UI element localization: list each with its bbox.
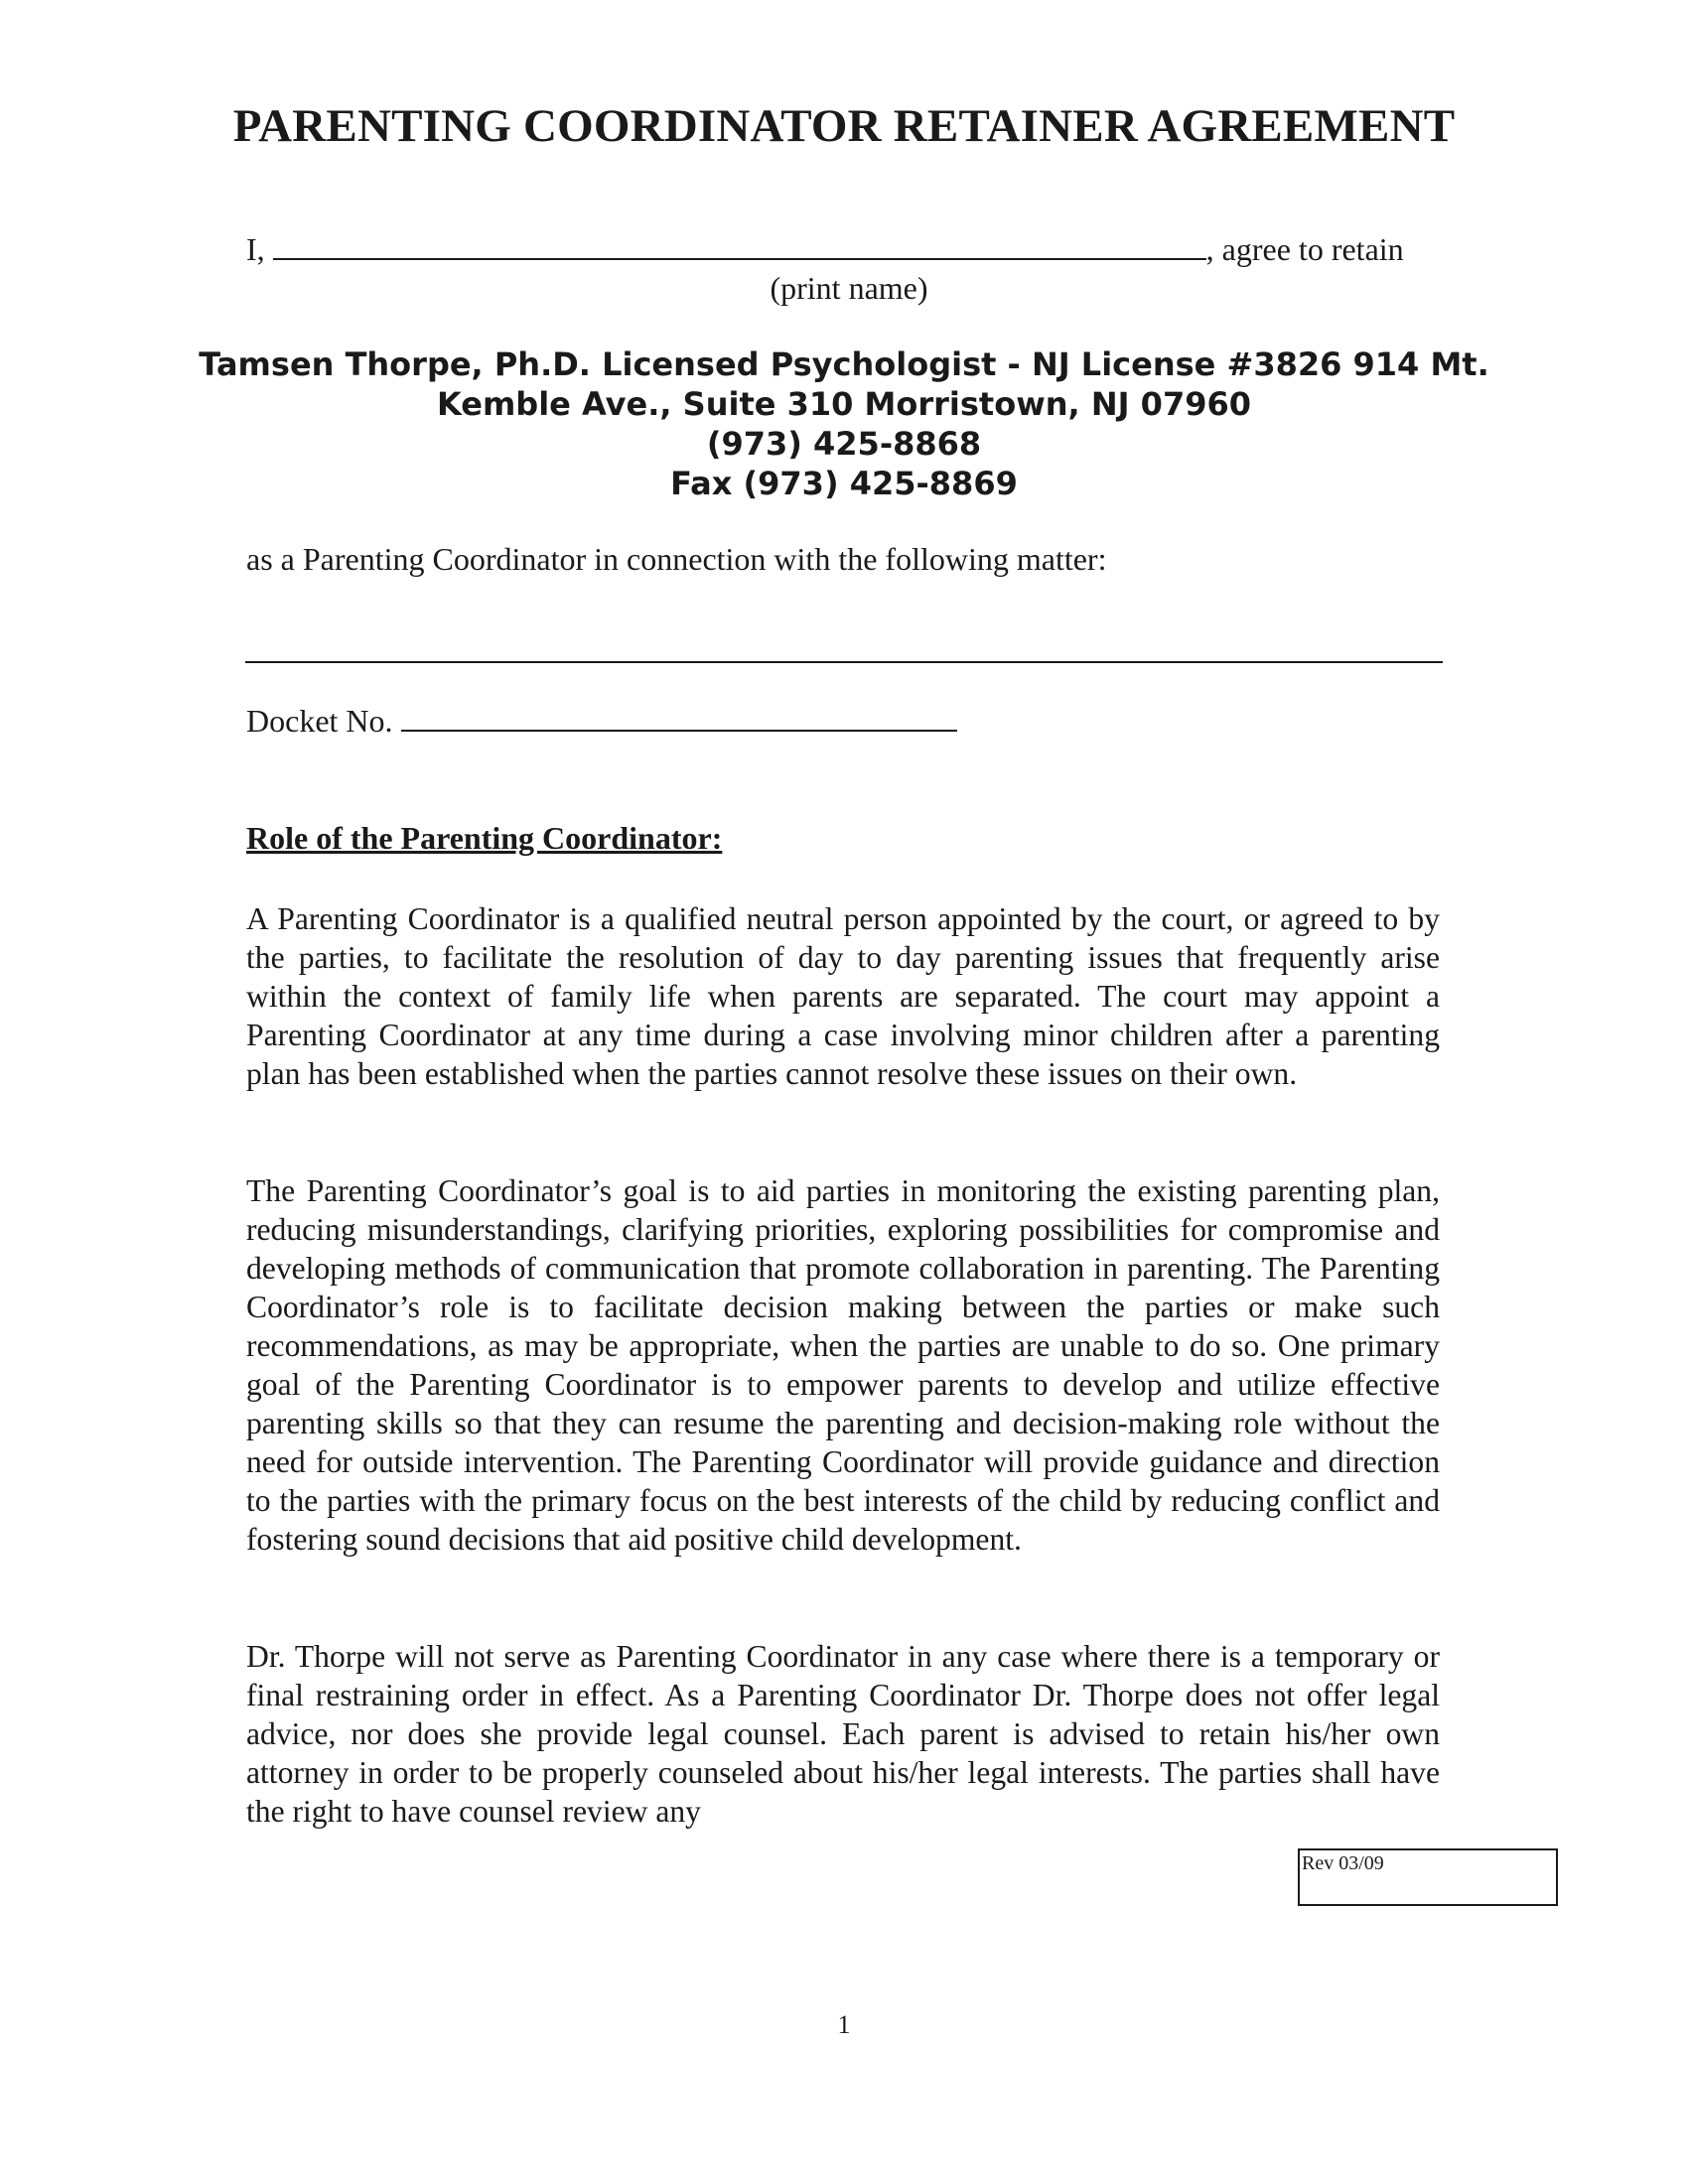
docket-line [246, 702, 957, 740]
section-heading: Role of the Parenting Coordinator: [246, 820, 723, 856]
matter-blank[interactable] [245, 661, 1443, 663]
docket-label: Docket No. [246, 703, 393, 739]
paragraph: Dr. Thorpe will not serve as Parenting Coordinator in any case where there is a temporary or final restraining order in effect. As a Parenting Coordinator Dr. Thorpe does not offer legal advice, nor does she provide legal counsel. Each parent is advised to retain his/her own attorney in order to be properly counseled about his/her legal interests. The parties shall have the right to have counsel review any [246, 1639, 1440, 1829]
letterhead-fax: Fax (973) 425-8869 [670, 465, 1018, 502]
print-name-blank[interactable] [273, 230, 1206, 260]
letterhead-line-1: Tamsen Thorpe, Ph.D. Licensed Psychologist - NJ License #3826 914 Mt. [199, 345, 1489, 383]
letterhead-line-2: Kemble Ave., Suite 310 Morristown, NJ 07960 [437, 385, 1251, 423]
paragraph: The Parenting Coordinator’s goal is to aid parties in monitoring the existing parenting plan, reducing misunderstandings, clarifying priorities, exploring possibilities for compromise and developing methods of communication that promote collaboration in parenting. The Parenting Coordinator’s role is to facilitate decision making between the parties or make such recommendations, as may be appropriate, when the parties are unable to do so. One primary goal of the Parenting Coordinator is to empower parents to develop and utilize effective parenting skills so that they can resume the parenting and decision-making role without the need for outside intervention. The Parenting Coordinator will provide guidance and direction to the parties with the primary focus on the best interests of the child by reducing conflict and fostering sound decisions that aid positive child development. [246, 1173, 1440, 1557]
page-title: PARENTING COORDINATOR RETAINER AGREEMENT [232, 100, 1456, 152]
name-line [246, 230, 1438, 268]
matter-text: as a Parenting Coordinator in connection with the following matter: [246, 541, 1107, 577]
print-name-hint: (print name) [770, 270, 928, 306]
name-line-prefix: I, [246, 231, 265, 267]
page-number: 1 [837, 2010, 851, 2039]
name-line-suffix: , agree to retain [1205, 231, 1404, 267]
revision-box: Rev 03/09 [1298, 1848, 1558, 1906]
letterhead-phone: (973) 425-8868 [706, 425, 982, 463]
paragraph: A Parenting Coordinator is a qualified neutral person appointed by the court, or agreed to by the parties, to facilitate the resolution of day to day parenting issues that frequently arise within the context of family life when parents are separated. The court may appoint a Parenting Coordinator at any time during a case involving minor children after a parenting plan has been established when the parties cannot resolve these issues on their own. [246, 901, 1440, 1091]
docket-blank[interactable] [401, 702, 957, 732]
letterhead [0, 344, 1688, 503]
